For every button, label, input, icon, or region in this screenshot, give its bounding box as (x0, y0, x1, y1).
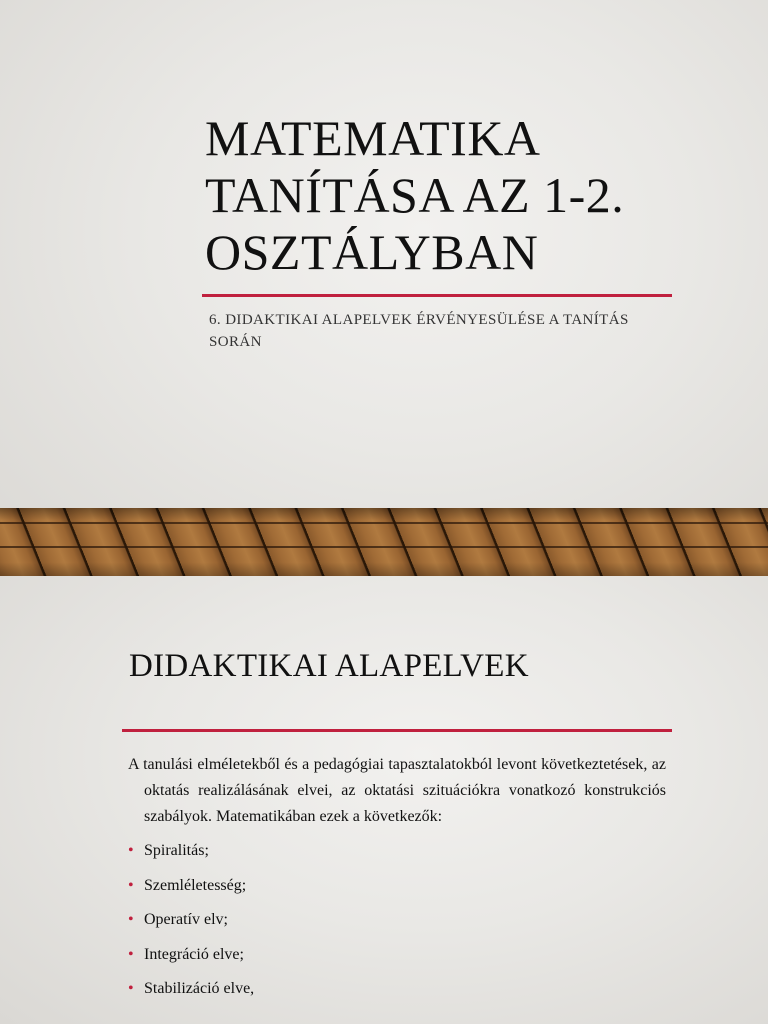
slide-subtitle (209, 309, 679, 353)
list-item-text: Stabilizáció elve, (144, 980, 255, 998)
content-slide-title: DIDAKTIKAI ALAPELVEK (129, 648, 529, 684)
title-divider (202, 294, 672, 297)
subtitle-line-1: 6. DIDAKTIKAI ALAPELVEK ÉRVÉNYESÜLÉSE A TANÍTÁS (209, 312, 629, 328)
list-item (128, 907, 666, 933)
intro-paragraph: A tanulási elméletekből és a pedagógiai tapasztalatokból levont következtetések, az oktatás realizálásának elvei, az oktatási szituációkra vonatkozó konstrukciós szabályok. Matematikában ezek a következők: (128, 756, 666, 825)
bullet-icon: • (128, 842, 134, 859)
list-item (128, 942, 666, 968)
list-item-text: Integráció elve; (144, 945, 244, 963)
list-item-text: Szemléletesség; (144, 876, 247, 894)
principles-list (128, 838, 666, 1002)
bullet-icon: • (128, 876, 134, 894)
content-title-divider (122, 729, 672, 732)
subtitle-line-2: SORÁN (209, 334, 262, 350)
floor-seam (0, 522, 768, 524)
list-item (128, 838, 666, 864)
wooden-floor-image (0, 508, 768, 576)
list-item-text: Operatív elv; (144, 911, 228, 929)
list-item-text: Spiralitás; (144, 842, 209, 859)
bullet-icon: • (128, 945, 134, 963)
content-body (128, 752, 666, 1011)
bullet-icon: • (128, 911, 134, 929)
title-line-2: TANÍTÁSA AZ 1-2. (205, 167, 625, 223)
list-item (128, 976, 666, 1002)
bullet-icon: • (128, 980, 134, 998)
title-line-3: OSZTÁLYBAN (205, 224, 539, 280)
slide-title (205, 110, 725, 281)
list-item (128, 873, 666, 899)
title-line-1: MATEMATIKA (205, 110, 541, 166)
floor-seam (0, 546, 768, 548)
